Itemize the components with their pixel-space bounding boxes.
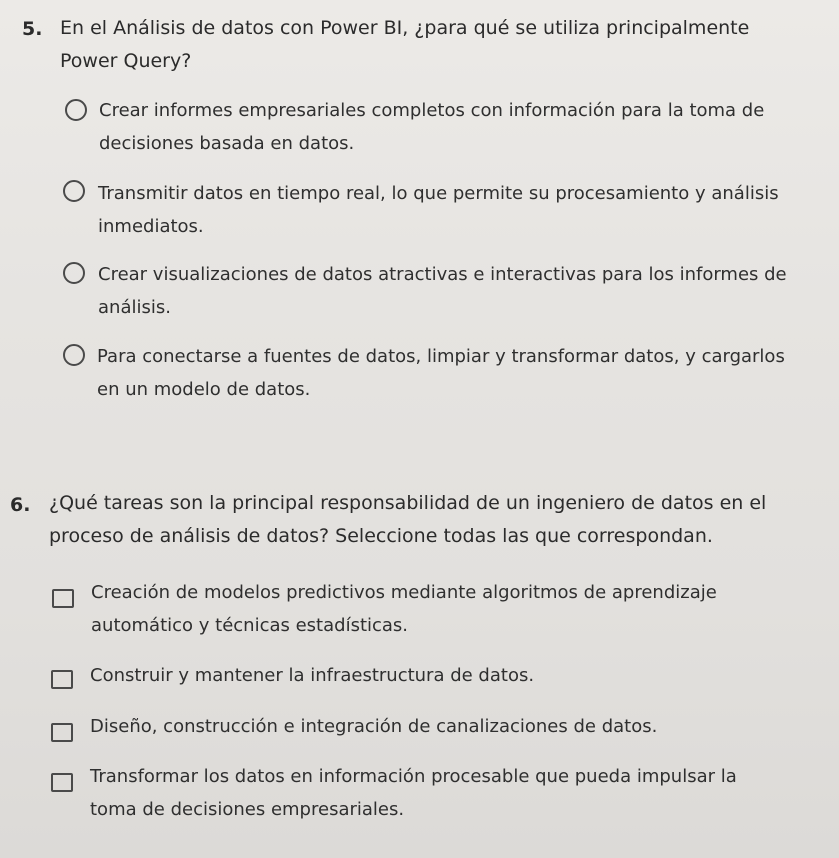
checkbox[interactable] [51, 723, 73, 742]
radio-button[interactable] [63, 344, 85, 366]
radio-button[interactable] [63, 180, 85, 202]
option-label: Crear visualizaciones de datos atractivas e interactivas para los informes de análisis. [98, 264, 787, 318]
checkbox[interactable] [52, 589, 74, 608]
option-label: Construir y mantener la infraestructura de datos. [90, 665, 535, 686]
option-label: Creación de modelos predictivos mediante algoritmos de aprendizaje automático y técnicas estadísticas. [91, 582, 717, 636]
option-label: Crear informes empresariales completos con información para la toma de decisiones basada en datos. [99, 100, 765, 154]
option-label: Transmitir datos en tiempo real, lo que permite su procesamiento y análisis inmediatos. [98, 183, 779, 237]
radio-button[interactable] [65, 99, 87, 121]
question-text: En el Análisis de datos con Power BI, ¿para qué se utiliza principalmente Power Query? [60, 17, 750, 72]
radio-button[interactable] [63, 262, 85, 284]
checkbox[interactable] [51, 670, 73, 689]
option-label: Para conectarse a fuentes de datos, limpiar y transformar datos, y cargarlos en un modelo de datos. [97, 346, 785, 400]
question-number: 5. [22, 18, 43, 40]
checkbox[interactable] [51, 773, 73, 792]
option-label: Diseño, construcción e integración de canalizaciones de datos. [90, 716, 658, 737]
question-number: 6. [10, 494, 31, 516]
question-text: ¿Qué tareas son la principal responsabilidad de un ingeniero de datos en el proceso de análisis de datos? Seleccione todas las que correspondan. [49, 492, 767, 547]
option-label: Transformar los datos en información procesable que pueda impulsar la toma de decisiones empresariales. [90, 766, 737, 820]
